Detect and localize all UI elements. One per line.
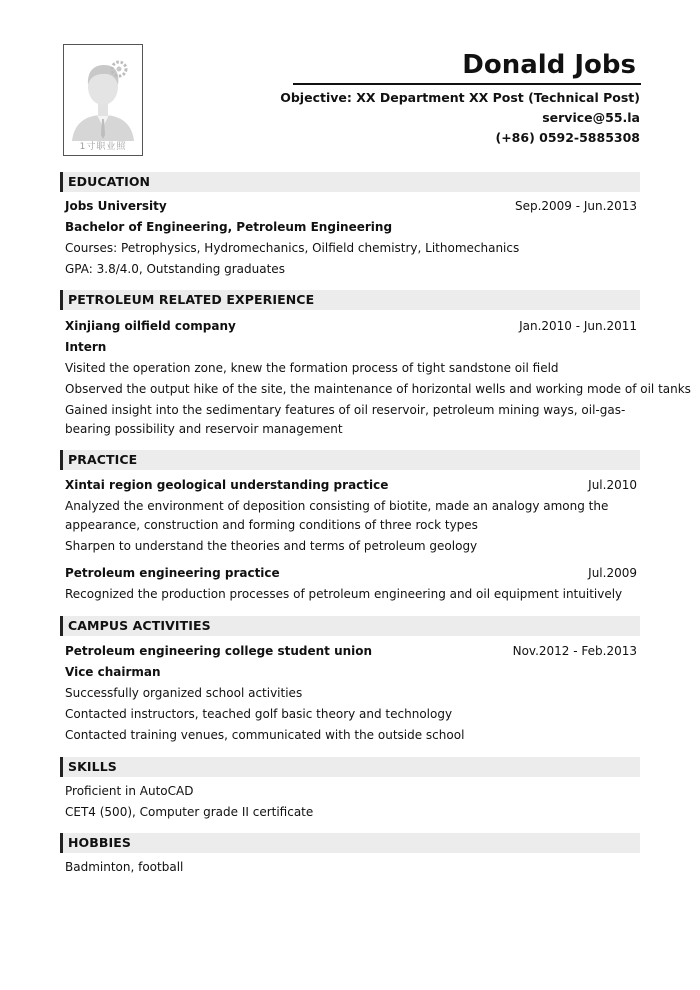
section-hobbies <box>60 833 640 853</box>
list-item: CET4 (500), Computer grade II certificate <box>65 805 314 819</box>
organization-name: Petroleum engineering college student union <box>65 644 373 658</box>
section-education <box>60 172 640 192</box>
list-item: Badminton, football <box>65 860 184 874</box>
phone-text: (+86) 0592-5885308 <box>495 130 640 145</box>
list-item: Recognized the production processes of petroleum engineering and oil equipment intuitively <box>65 587 623 601</box>
list-item: Proficient in AutoCAD <box>65 784 194 798</box>
list-item: Successfully organized school activities <box>65 686 303 700</box>
candidate-name: Donald Jobs <box>462 50 636 80</box>
section-campus-activities <box>60 616 640 636</box>
section-title: PRACTICE <box>68 452 138 467</box>
education-date: Sep.2009 - Jun.2013 <box>514 199 637 213</box>
section-title: HOBBIES <box>68 835 132 850</box>
section-experience <box>60 290 640 310</box>
section-skills <box>60 757 640 777</box>
section-title: PETROLEUM RELATED EXPERIENCE <box>68 292 315 307</box>
practice-date: Jul.2010 <box>588 478 637 492</box>
section-practice <box>60 450 640 470</box>
gpa-text: GPA: 3.8/4.0, Outstanding graduates <box>65 262 285 276</box>
email-text: service@55.la <box>542 110 640 125</box>
experience-date: Jan.2010 - Jun.2011 <box>519 319 637 333</box>
practice-name: Xintai region geological understanding practice <box>65 478 389 492</box>
practice-date: Jul.2009 <box>588 566 637 580</box>
list-item: Contacted instructors, teached golf basic theory and technology <box>65 707 453 721</box>
list-item: Gained insight into the sedimentary features of oil reservoir, petroleum mining ways, oil-gas-bearing possibility and reservoir management <box>65 403 626 436</box>
list-item: Analyzed the environment of deposition consisting of biotite, made an analogy among the appearance, construction and forming conditions of three rock types <box>65 499 609 532</box>
section-title: CAMPUS ACTIVITIES <box>68 618 211 633</box>
list-item: Observed the output hike of the site, the maintenance of horizontal wells and working mode of oil tanks <box>65 382 691 396</box>
degree-text: Bachelor of Engineering, Petroleum Engineering <box>65 220 393 234</box>
school-name: Jobs University <box>65 199 167 213</box>
section-title: EDUCATION <box>68 174 151 189</box>
list-item: Sharpen to understand the theories and terms of petroleum geology <box>65 539 478 553</box>
courses-text: Courses: Petrophysics, Hydromechanics, Oilfield chemistry, Lithomechanics <box>65 241 520 255</box>
section-title: SKILLS <box>68 759 117 774</box>
role-text: Vice chairman <box>65 665 161 679</box>
company-name: Xinjiang oilfield company <box>65 319 236 333</box>
campus-date: Nov.2012 - Feb.2013 <box>512 644 637 658</box>
objective-text: Objective: XX Department XX Post (Technical Post) <box>280 90 640 105</box>
profile-photo <box>63 44 143 156</box>
list-item: Visited the operation zone, knew the formation process of tight sandstone oil field <box>65 361 559 375</box>
photo-caption: 1寸职业照 <box>79 142 127 152</box>
header-divider <box>293 83 641 85</box>
role-text: Intern <box>65 340 107 354</box>
list-item: Contacted training venues, communicated with the outside school <box>65 728 465 742</box>
practice-name: Petroleum engineering practice <box>65 566 280 580</box>
